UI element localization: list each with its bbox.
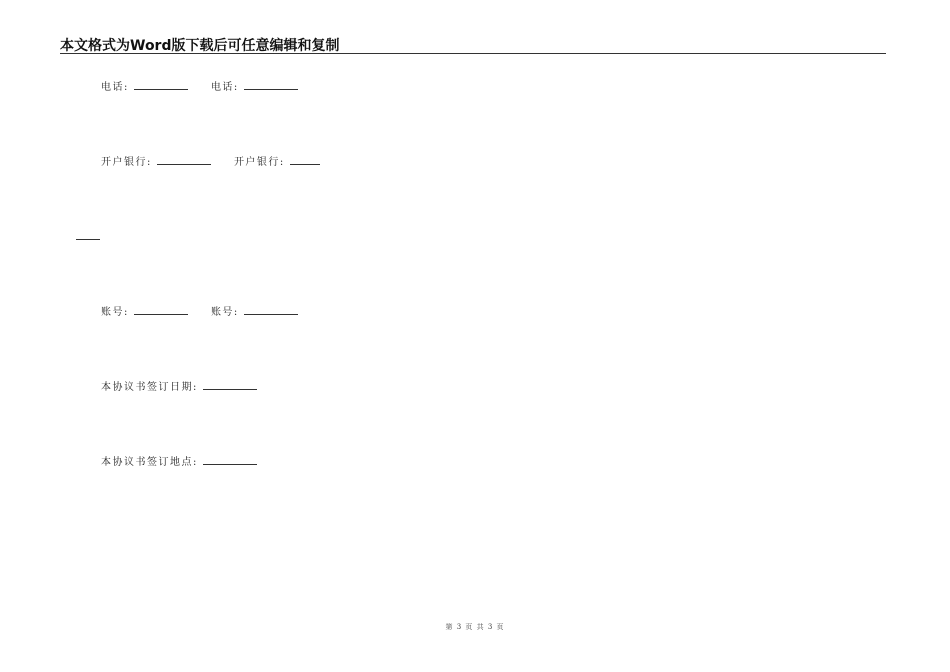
bank-row: [101, 154, 320, 170]
bank-blank-party-a[interactable]: [157, 154, 211, 165]
account-label-party-b: 账号:: [210, 307, 239, 318]
sign-date-blank[interactable]: [203, 379, 257, 390]
sign-place-blank[interactable]: [203, 454, 257, 465]
phone-blank-party-b[interactable]: [244, 79, 298, 90]
phone-label-party-b: 电话:: [210, 82, 239, 93]
phone-blank-party-a[interactable]: [134, 79, 188, 90]
account-label-party-a: 账号:: [101, 307, 129, 318]
sign-date-row: [101, 379, 257, 395]
sign-date-label: 本协议书签订日期:: [101, 382, 198, 393]
header-title: 本文格式为Word版下载后可任意编辑和复制: [60, 38, 340, 54]
bank-row-continuation: [76, 229, 100, 245]
sign-place-row: [101, 454, 257, 470]
bank-blank-continuation[interactable]: [76, 229, 100, 240]
bank-blank-party-b[interactable]: [290, 154, 320, 165]
phone-label-party-a: 电话:: [101, 82, 129, 93]
account-blank-party-a[interactable]: [134, 304, 188, 315]
page-number-footer: 第 3 页 共 3 页: [445, 623, 505, 631]
account-blank-party-b[interactable]: [244, 304, 298, 315]
sign-place-label: 本协议书签订地点:: [101, 457, 198, 468]
header-divider: [60, 53, 886, 54]
bank-label-party-b: 开户银行:: [233, 157, 285, 168]
account-row: [101, 304, 298, 320]
phone-row: [101, 79, 298, 95]
bank-label-party-a: 开户银行:: [101, 157, 152, 168]
